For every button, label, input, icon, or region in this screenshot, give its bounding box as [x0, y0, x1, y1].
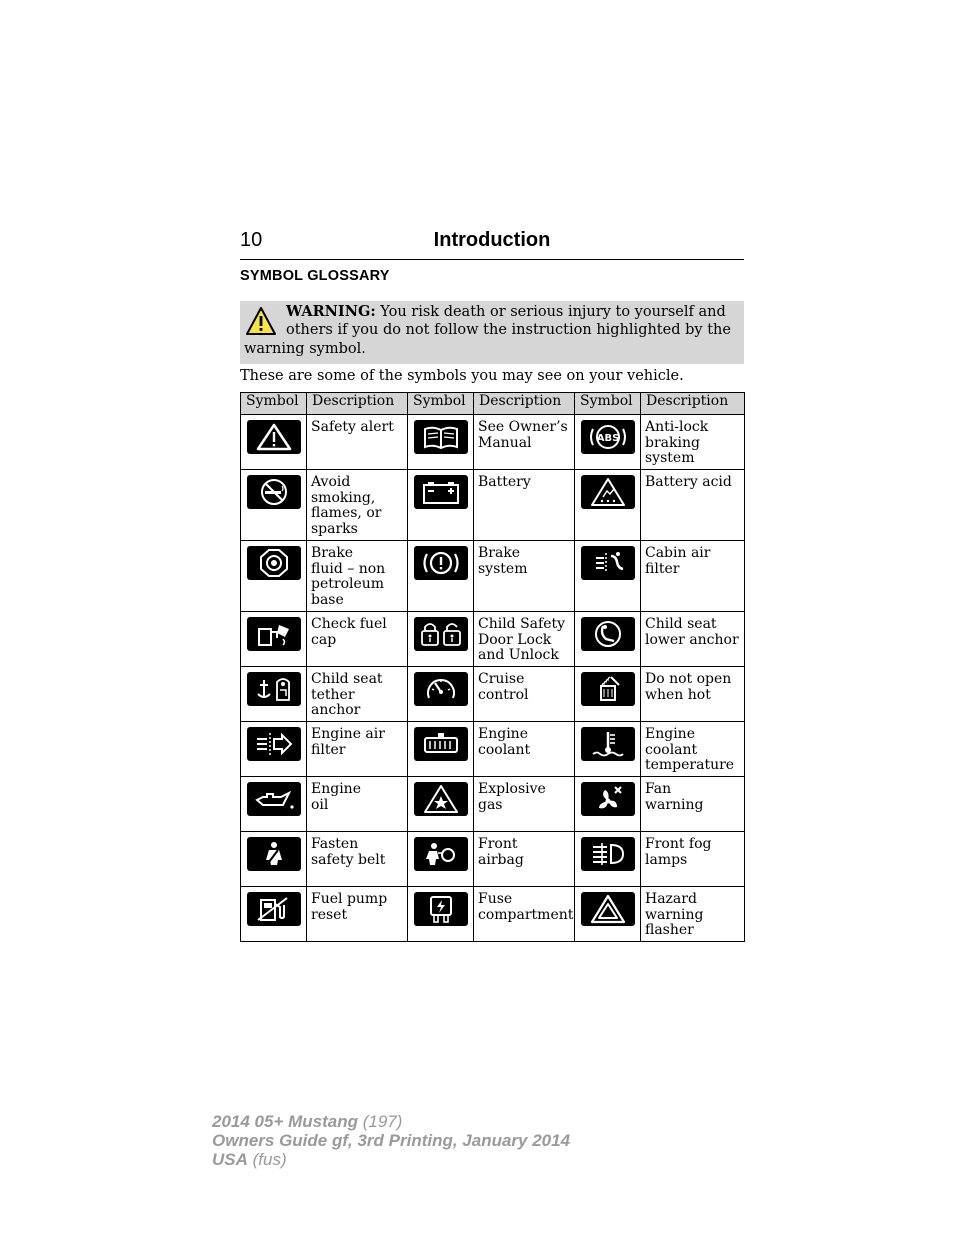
symbol-cell	[408, 667, 474, 722]
description-line: and Unlock	[478, 647, 559, 663]
engine-coolant-icon	[414, 727, 468, 761]
column-header: Description	[307, 393, 408, 415]
description-line: Engine	[478, 726, 528, 742]
symbol-cell	[575, 667, 641, 722]
description-line: Door Lock	[478, 631, 552, 648]
description-line: flasher	[645, 922, 694, 938]
table-row	[241, 612, 745, 667]
description-line: Brake	[311, 545, 354, 561]
symbol-cell	[575, 612, 641, 667]
footer-market: USA	[212, 1150, 248, 1169]
brake-fluid-icon	[247, 546, 301, 580]
section-title: SYMBOL GLOSSARY	[240, 268, 390, 284]
symbol-cell	[241, 541, 307, 612]
symbol-cell	[408, 470, 474, 541]
battery-icon	[414, 475, 468, 509]
description-line: smoking,	[311, 489, 376, 506]
column-header: Symbol	[575, 393, 641, 415]
table-row	[241, 777, 745, 832]
footer-line-3	[212, 1150, 287, 1170]
hazard-flasher-icon	[581, 892, 635, 926]
description-line: filter	[645, 560, 680, 577]
battery-acid-icon	[581, 475, 635, 509]
warning-triangle-icon	[245, 306, 277, 336]
symbol-cell	[575, 415, 641, 470]
description-cell	[307, 612, 408, 667]
description-cell	[307, 722, 408, 777]
description-line: oil	[311, 796, 329, 813]
description-line: fluid – non	[311, 560, 386, 577]
column-header: Description	[474, 393, 575, 415]
description-line: temperature	[645, 757, 735, 773]
description-line: braking	[645, 434, 700, 451]
child-seat-lower-anchor-icon	[581, 617, 635, 651]
description-cell	[307, 470, 408, 541]
description-line: Manual	[478, 434, 532, 451]
symbol-cell	[575, 470, 641, 541]
coolant-temperature-icon	[581, 727, 635, 761]
engine-oil-icon	[247, 782, 301, 816]
table-row	[241, 470, 745, 541]
explosive-gas-icon	[414, 782, 468, 816]
description-line: Check fuel	[311, 616, 387, 632]
safety-alert-icon	[247, 420, 301, 454]
symbol-cell	[408, 612, 474, 667]
symbol-cell	[408, 722, 474, 777]
seat-belt-icon	[247, 837, 301, 871]
description-cell	[474, 887, 575, 942]
symbol-cell	[241, 470, 307, 541]
symbol-cell	[241, 722, 307, 777]
column-header: Symbol	[241, 393, 307, 415]
fuel-pump-reset-icon	[247, 892, 301, 926]
symbol-cell	[241, 667, 307, 722]
warning-text-2: others if you do not follow the instruction highlighted by the	[286, 322, 731, 338]
fan-warning-icon	[581, 782, 635, 816]
description-line: See Owner’s	[478, 419, 568, 435]
description-cell	[474, 667, 575, 722]
table-header-row	[241, 393, 745, 415]
description-cell	[474, 541, 575, 612]
chapter-title: Introduction	[433, 229, 551, 251]
description-line: reset	[311, 906, 348, 923]
description-line: Child Safety	[478, 616, 566, 632]
table-row	[241, 541, 745, 612]
description-cell	[307, 541, 408, 612]
svg-text:ABS: ABS	[596, 433, 620, 444]
description-cell	[307, 832, 408, 887]
description-cell	[641, 777, 745, 832]
abs-icon	[581, 420, 635, 454]
description-line: anchor	[311, 702, 361, 718]
description-line: Anti-lock	[645, 419, 709, 435]
description-line: Battery acid	[645, 474, 732, 490]
description-line: system	[645, 450, 695, 466]
footer-model: 2014 05+ Mustang	[212, 1112, 358, 1131]
front-airbag-icon	[414, 837, 468, 871]
description-cell	[307, 887, 408, 942]
description-line: airbag	[478, 851, 524, 868]
front-fog-lamps-icon	[581, 837, 635, 871]
symbol-cell	[241, 832, 307, 887]
symbol-glossary-table	[240, 392, 745, 942]
description-cell	[641, 541, 745, 612]
symbol-cell	[408, 887, 474, 942]
description-line: lower anchor	[645, 631, 739, 648]
description-cell	[307, 777, 408, 832]
table-row	[241, 832, 745, 887]
symbol-cell	[241, 415, 307, 470]
description-line: Fan	[645, 781, 672, 797]
description-cell	[641, 832, 745, 887]
symbol-cell	[575, 777, 641, 832]
description-cell	[641, 667, 745, 722]
symbol-cell	[575, 832, 641, 887]
description-line: Brake system	[478, 545, 528, 577]
description-line: base	[311, 591, 344, 608]
description-line: Fuse	[478, 891, 513, 907]
table-row	[241, 887, 745, 942]
description-line: safety belt	[311, 851, 386, 868]
description-cell	[641, 415, 745, 470]
description-line: filter	[311, 741, 346, 758]
column-header: Description	[641, 393, 745, 415]
brake-system-icon	[414, 546, 468, 580]
description-line: Hazard	[645, 891, 697, 907]
footer-market-code: (fus)	[247, 1150, 287, 1169]
description-line: Front fog	[645, 836, 712, 852]
description-line: Do not open	[645, 671, 732, 687]
intro-text: These are some of the symbols you may see on your vehicle.	[240, 368, 684, 384]
description-cell	[307, 667, 408, 722]
child-safety-lock-icon	[414, 617, 468, 651]
description-line: flames, or	[311, 505, 382, 521]
description-line: petroleum	[311, 576, 385, 592]
table-row	[241, 722, 745, 777]
description-line: lamps	[645, 851, 688, 868]
table-row	[241, 667, 745, 722]
description-line: Cabin air	[645, 545, 711, 561]
description-line: coolant	[478, 741, 531, 758]
engine-air-filter-icon	[247, 727, 301, 761]
header-rule	[240, 259, 744, 260]
footer-line-2: Owners Guide gf, 3rd Printing, January 2014	[212, 1131, 571, 1150]
description-line: Engine	[311, 781, 361, 797]
do-not-open-hot-icon	[581, 672, 635, 706]
description-line: cap	[311, 631, 337, 648]
child-seat-tether-icon	[247, 672, 301, 706]
description-line: control	[478, 686, 529, 703]
warning-label: WARNING:	[286, 303, 376, 320]
description-line: sparks	[311, 520, 358, 537]
description-cell	[474, 832, 575, 887]
symbol-cell	[575, 541, 641, 612]
description-cell	[474, 612, 575, 667]
warning-text-1: You risk death or serious injury to yourself and	[375, 304, 726, 320]
symbol-cell	[575, 722, 641, 777]
description-cell	[307, 415, 408, 470]
description-line: Battery	[478, 474, 531, 490]
footer-line-1	[212, 1112, 402, 1132]
cabin-air-filter-icon	[581, 546, 635, 580]
description-cell	[474, 415, 575, 470]
description-cell	[474, 722, 575, 777]
description-line: when hot	[645, 686, 711, 703]
check-fuel-cap-icon	[247, 617, 301, 651]
warning-box	[240, 301, 744, 364]
description-line: Fasten	[311, 836, 359, 852]
symbol-cell	[408, 777, 474, 832]
description-line: Engine	[645, 726, 695, 742]
description-line: tether	[311, 686, 355, 703]
description-line: Explosive	[478, 781, 546, 797]
description-line: Cruise	[478, 671, 525, 687]
symbol-cell	[408, 832, 474, 887]
fuse-compartment-icon	[414, 892, 468, 926]
column-header: Symbol	[408, 393, 474, 415]
owners-manual-icon	[414, 420, 468, 454]
warning-text-3: warning symbol.	[244, 341, 366, 357]
description-cell	[474, 470, 575, 541]
footer-model-code: (197)	[358, 1112, 403, 1131]
symbol-cell	[241, 777, 307, 832]
description-line: compartment	[478, 906, 574, 923]
description-line: Engine air	[311, 726, 385, 742]
table-body	[241, 415, 745, 942]
symbol-cell	[408, 541, 474, 612]
cruise-control-icon	[414, 672, 468, 706]
description-line: Fuel pump	[311, 891, 388, 907]
description-line: warning	[645, 906, 704, 923]
description-line: Child seat	[311, 671, 383, 687]
description-line: coolant	[645, 741, 698, 758]
description-line: Front	[478, 836, 518, 852]
table-row	[241, 415, 745, 470]
description-cell	[641, 470, 745, 541]
description-line: Safety alert	[311, 419, 394, 435]
description-cell	[474, 777, 575, 832]
description-line: gas	[478, 796, 503, 813]
symbol-cell	[241, 887, 307, 942]
description-line: Avoid	[311, 474, 351, 490]
description-cell	[641, 612, 745, 667]
no-smoking-icon	[247, 475, 301, 509]
description-cell	[641, 722, 745, 777]
description-line: Child seat	[645, 616, 717, 632]
symbol-cell	[575, 887, 641, 942]
description-line: warning	[645, 796, 704, 813]
description-cell	[641, 887, 745, 942]
symbol-cell	[241, 612, 307, 667]
symbol-cell	[408, 415, 474, 470]
page-number: 10	[240, 229, 263, 251]
